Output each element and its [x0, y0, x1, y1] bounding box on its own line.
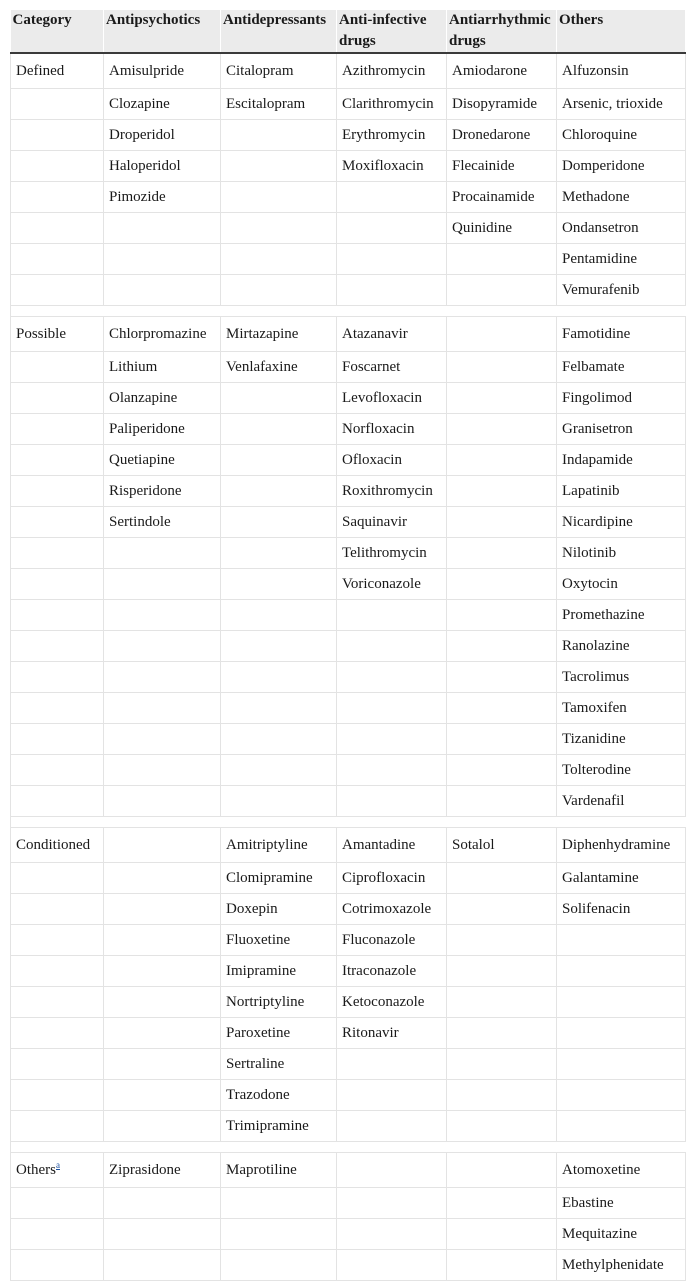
empty-cell — [221, 244, 337, 275]
drug-cell: Amantadine — [337, 828, 447, 863]
empty-cell — [447, 445, 557, 476]
drug-cell: Flecainide — [447, 151, 557, 182]
empty-cell — [104, 1018, 221, 1049]
empty-cell — [557, 1111, 686, 1142]
empty-cell — [104, 538, 221, 569]
group-separator — [11, 817, 686, 828]
empty-cell — [447, 352, 557, 383]
table-row — [11, 1153, 686, 1188]
empty-cell — [104, 1049, 221, 1080]
category-cell — [11, 828, 104, 863]
table-row — [11, 1188, 686, 1219]
drug-cell: Nilotinib — [557, 538, 686, 569]
empty-cell — [104, 213, 221, 244]
header-row — [11, 10, 686, 53]
drug-cell: Cotrimoxazole — [337, 894, 447, 925]
drug-cell: Mirtazapine — [221, 317, 337, 352]
drug-cell: Voriconazole — [337, 569, 447, 600]
table-row — [11, 1219, 686, 1250]
drug-cell: Sertindole — [104, 507, 221, 538]
empty-cell — [447, 1080, 557, 1111]
drug-cell: Haloperidol — [104, 151, 221, 182]
empty-cell — [221, 275, 337, 306]
empty-cell — [221, 1219, 337, 1250]
empty-cell — [447, 755, 557, 786]
table-row — [11, 600, 686, 631]
header-others: Others — [557, 10, 686, 53]
table-row — [11, 538, 686, 569]
empty-cell — [11, 786, 104, 817]
empty-cell — [104, 828, 221, 863]
drug-cell: Imipramine — [221, 956, 337, 987]
table-row — [11, 1049, 686, 1080]
empty-cell — [221, 151, 337, 182]
group-separator-row — [11, 1142, 686, 1153]
empty-cell — [11, 151, 104, 182]
table-row — [11, 476, 686, 507]
empty-cell — [337, 1111, 447, 1142]
empty-cell — [11, 507, 104, 538]
empty-cell — [337, 631, 447, 662]
drug-cell: Roxithromycin — [337, 476, 447, 507]
drug-cell: Solifenacin — [557, 894, 686, 925]
table-row — [11, 894, 686, 925]
empty-cell — [337, 724, 447, 755]
empty-cell — [11, 600, 104, 631]
table-row — [11, 53, 686, 89]
table-row — [11, 987, 686, 1018]
drug-cell: Clomipramine — [221, 863, 337, 894]
table-row — [11, 1018, 686, 1049]
empty-cell — [447, 956, 557, 987]
drug-cell: Amitriptyline — [221, 828, 337, 863]
footnote-link[interactable]: a — [56, 1160, 60, 1170]
empty-cell — [447, 1153, 557, 1188]
drug-cell: Atazanavir — [337, 317, 447, 352]
empty-cell — [104, 275, 221, 306]
empty-cell — [11, 925, 104, 956]
drug-cell: Vemurafenib — [557, 275, 686, 306]
empty-cell — [447, 569, 557, 600]
drug-cell: Dronedarone — [447, 120, 557, 151]
empty-cell — [104, 662, 221, 693]
drug-cell: Diphenhydramine — [557, 828, 686, 863]
drug-cell: Sertraline — [221, 1049, 337, 1080]
empty-cell — [337, 755, 447, 786]
empty-cell — [447, 1018, 557, 1049]
empty-cell — [11, 987, 104, 1018]
empty-cell — [11, 182, 104, 213]
drug-cell: Tolterodine — [557, 755, 686, 786]
empty-cell — [11, 383, 104, 414]
empty-cell — [221, 600, 337, 631]
empty-cell — [104, 569, 221, 600]
empty-cell — [447, 724, 557, 755]
drug-cell: Paliperidone — [104, 414, 221, 445]
empty-cell — [337, 786, 447, 817]
drug-cell: Droperidol — [104, 120, 221, 151]
empty-cell — [11, 894, 104, 925]
table-row — [11, 1111, 686, 1142]
empty-cell — [11, 1250, 104, 1281]
empty-cell — [337, 1049, 447, 1080]
drug-cell: Ofloxacin — [337, 445, 447, 476]
drug-cell: Ebastine — [557, 1188, 686, 1219]
table-row — [11, 755, 686, 786]
category-label: Others — [16, 1162, 56, 1178]
drug-cell: Promethazine — [557, 600, 686, 631]
empty-cell — [447, 600, 557, 631]
empty-cell — [11, 538, 104, 569]
drug-cell: Atomoxetine — [557, 1153, 686, 1188]
drug-cell: Quetiapine — [104, 445, 221, 476]
empty-cell — [221, 755, 337, 786]
table-row — [11, 244, 686, 275]
drug-cell: Methylphenidate — [557, 1250, 686, 1281]
empty-cell — [557, 987, 686, 1018]
table-row — [11, 317, 686, 352]
header-category: Category — [11, 10, 104, 53]
drug-cell: Lapatinib — [557, 476, 686, 507]
empty-cell — [104, 1111, 221, 1142]
table-row — [11, 213, 686, 244]
drug-cell: Procainamide — [447, 182, 557, 213]
empty-cell — [447, 538, 557, 569]
table-row — [11, 445, 686, 476]
empty-cell — [447, 693, 557, 724]
table-row — [11, 786, 686, 817]
drug-cell: Nicardipine — [557, 507, 686, 538]
empty-cell — [447, 925, 557, 956]
empty-cell — [104, 987, 221, 1018]
table-row — [11, 275, 686, 306]
drug-cell: Disopyramide — [447, 89, 557, 120]
drug-cell: Azithromycin — [337, 53, 447, 89]
table-row — [11, 693, 686, 724]
empty-cell — [11, 755, 104, 786]
category-cell — [11, 317, 104, 352]
empty-cell — [221, 693, 337, 724]
empty-cell — [447, 507, 557, 538]
empty-cell — [104, 244, 221, 275]
empty-cell — [11, 1111, 104, 1142]
drug-cell: Paroxetine — [221, 1018, 337, 1049]
drug-cell: Chloroquine — [557, 120, 686, 151]
drug-cell: Trazodone — [221, 1080, 337, 1111]
empty-cell — [221, 662, 337, 693]
drug-cell: Ritonavir — [337, 1018, 447, 1049]
drug-cell: Venlafaxine — [221, 352, 337, 383]
empty-cell — [11, 244, 104, 275]
drug-cell: Methadone — [557, 182, 686, 213]
empty-cell — [104, 925, 221, 956]
table-row — [11, 863, 686, 894]
empty-cell — [11, 863, 104, 894]
empty-cell — [337, 1250, 447, 1281]
table-row — [11, 828, 686, 863]
header-antiarrhythmic-drugs: Antiarrhythmic drugs — [447, 10, 557, 53]
drug-cell: Levofloxacin — [337, 383, 447, 414]
empty-cell — [337, 1080, 447, 1111]
drug-cell: Fingolimod — [557, 383, 686, 414]
empty-cell — [104, 600, 221, 631]
drug-cell: Clozapine — [104, 89, 221, 120]
table-row — [11, 151, 686, 182]
empty-cell — [11, 1219, 104, 1250]
empty-cell — [11, 1018, 104, 1049]
group-separator — [11, 306, 686, 317]
table-row — [11, 507, 686, 538]
empty-cell — [11, 724, 104, 755]
empty-cell — [221, 538, 337, 569]
empty-cell — [104, 1188, 221, 1219]
empty-cell — [11, 275, 104, 306]
empty-cell — [104, 631, 221, 662]
table-row — [11, 569, 686, 600]
empty-cell — [447, 1188, 557, 1219]
drug-cell: Alfuzonsin — [557, 53, 686, 89]
empty-cell — [221, 1188, 337, 1219]
drug-classification-table — [10, 10, 686, 1281]
empty-cell — [11, 1188, 104, 1219]
empty-cell — [221, 631, 337, 662]
drug-cell: Erythromycin — [337, 120, 447, 151]
empty-cell — [447, 1250, 557, 1281]
drug-cell: Mequitazine — [557, 1219, 686, 1250]
table-row — [11, 120, 686, 151]
group-separator-row — [11, 817, 686, 828]
drug-cell: Galantamine — [557, 863, 686, 894]
table-header — [11, 10, 686, 53]
table-row — [11, 89, 686, 120]
drug-cell: Famotidine — [557, 317, 686, 352]
header-anti-infective-drugs: Anti-infective drugs — [337, 10, 447, 53]
empty-cell — [11, 631, 104, 662]
drug-cell: Itraconazole — [337, 956, 447, 987]
empty-cell — [447, 662, 557, 693]
table-row — [11, 383, 686, 414]
drug-cell: Quinidine — [447, 213, 557, 244]
empty-cell — [447, 414, 557, 445]
empty-cell — [557, 1049, 686, 1080]
empty-cell — [104, 1080, 221, 1111]
empty-cell — [11, 213, 104, 244]
drug-cell: Vardenafil — [557, 786, 686, 817]
drug-cell: Ketoconazole — [337, 987, 447, 1018]
table-row — [11, 1250, 686, 1281]
empty-cell — [11, 693, 104, 724]
category-cell — [11, 1153, 104, 1188]
empty-cell — [447, 863, 557, 894]
header-antidepressants: Antidepressants — [221, 10, 337, 53]
empty-cell — [557, 956, 686, 987]
drug-cell: Trimipramine — [221, 1111, 337, 1142]
drug-cell: Pentamidine — [557, 244, 686, 275]
empty-cell — [221, 507, 337, 538]
empty-cell — [11, 352, 104, 383]
table-row — [11, 631, 686, 662]
table-row — [11, 956, 686, 987]
drug-cell: Fluoxetine — [221, 925, 337, 956]
drug-cell: Citalopram — [221, 53, 337, 89]
empty-cell — [11, 1080, 104, 1111]
empty-cell — [104, 786, 221, 817]
empty-cell — [337, 1188, 447, 1219]
empty-cell — [11, 89, 104, 120]
empty-cell — [557, 1018, 686, 1049]
drug-cell: Ranolazine — [557, 631, 686, 662]
empty-cell — [447, 894, 557, 925]
drug-cell: Saquinavir — [337, 507, 447, 538]
empty-cell — [11, 569, 104, 600]
empty-cell — [337, 182, 447, 213]
group-separator-row — [11, 306, 686, 317]
drug-cell: Escitalopram — [221, 89, 337, 120]
empty-cell — [11, 476, 104, 507]
empty-cell — [337, 275, 447, 306]
empty-cell — [11, 414, 104, 445]
empty-cell — [337, 1219, 447, 1250]
drug-cell: Ziprasidone — [104, 1153, 221, 1188]
drug-cell: Sotalol — [447, 828, 557, 863]
drug-cell: Clarithromycin — [337, 89, 447, 120]
drug-cell: Olanzapine — [104, 383, 221, 414]
empty-cell — [221, 182, 337, 213]
empty-cell — [337, 662, 447, 693]
drug-cell: Chlorpromazine — [104, 317, 221, 352]
empty-cell — [11, 1049, 104, 1080]
empty-cell — [447, 244, 557, 275]
drug-cell: Nortriptyline — [221, 987, 337, 1018]
empty-cell — [221, 445, 337, 476]
empty-cell — [337, 693, 447, 724]
category-cell — [11, 53, 104, 89]
empty-cell — [447, 1219, 557, 1250]
empty-cell — [447, 987, 557, 1018]
drug-cell: Felbamate — [557, 352, 686, 383]
empty-cell — [221, 476, 337, 507]
empty-cell — [557, 925, 686, 956]
empty-cell — [11, 662, 104, 693]
table-row — [11, 925, 686, 956]
empty-cell — [447, 631, 557, 662]
drug-cell: Amisulpride — [104, 53, 221, 89]
empty-cell — [447, 317, 557, 352]
drug-cell: Maprotiline — [221, 1153, 337, 1188]
empty-cell — [104, 863, 221, 894]
empty-cell — [104, 956, 221, 987]
empty-cell — [337, 213, 447, 244]
drug-cell: Tizanidine — [557, 724, 686, 755]
drug-cell: Lithium — [104, 352, 221, 383]
drug-cell: Pimozide — [104, 182, 221, 213]
table-body — [11, 53, 686, 1281]
empty-cell — [104, 755, 221, 786]
empty-cell — [221, 786, 337, 817]
table-row — [11, 662, 686, 693]
category-label: Possible — [16, 326, 67, 342]
drug-cell: Amiodarone — [447, 53, 557, 89]
empty-cell — [337, 1153, 447, 1188]
empty-cell — [11, 956, 104, 987]
drug-cell: Tamoxifen — [557, 693, 686, 724]
empty-cell — [221, 1250, 337, 1281]
drug-cell: Fluconazole — [337, 925, 447, 956]
drug-cell: Arsenic, trioxide — [557, 89, 686, 120]
empty-cell — [447, 1111, 557, 1142]
drug-cell: Foscarnet — [337, 352, 447, 383]
empty-cell — [221, 120, 337, 151]
empty-cell — [221, 213, 337, 244]
empty-cell — [557, 1080, 686, 1111]
table-row — [11, 414, 686, 445]
empty-cell — [104, 1219, 221, 1250]
drug-cell: Ciprofloxacin — [337, 863, 447, 894]
empty-cell — [447, 383, 557, 414]
empty-cell — [104, 894, 221, 925]
drug-cell: Norfloxacin — [337, 414, 447, 445]
empty-cell — [11, 120, 104, 151]
drug-cell: Granisetron — [557, 414, 686, 445]
drug-cell: Indapamide — [557, 445, 686, 476]
drug-cell: Telithromycin — [337, 538, 447, 569]
empty-cell — [447, 275, 557, 306]
table-row — [11, 1080, 686, 1111]
category-label: Conditioned — [16, 837, 91, 853]
empty-cell — [337, 600, 447, 631]
drug-cell: Ondansetron — [557, 213, 686, 244]
empty-cell — [104, 1250, 221, 1281]
table-row — [11, 724, 686, 755]
category-label: Defined — [16, 63, 65, 79]
drug-cell: Tacrolimus — [557, 662, 686, 693]
drug-cell: Domperidone — [557, 151, 686, 182]
drug-cell: Oxytocin — [557, 569, 686, 600]
empty-cell — [447, 1049, 557, 1080]
empty-cell — [221, 414, 337, 445]
empty-cell — [221, 724, 337, 755]
drug-classification-table-container — [10, 10, 685, 1281]
empty-cell — [447, 786, 557, 817]
empty-cell — [447, 476, 557, 507]
table-row — [11, 352, 686, 383]
header-antipsychotics: Antipsychotics — [104, 10, 221, 53]
empty-cell — [337, 244, 447, 275]
empty-cell — [104, 693, 221, 724]
group-separator — [11, 1142, 686, 1153]
empty-cell — [221, 383, 337, 414]
drug-cell: Doxepin — [221, 894, 337, 925]
drug-cell: Moxifloxacin — [337, 151, 447, 182]
empty-cell — [104, 724, 221, 755]
empty-cell — [11, 445, 104, 476]
table-row — [11, 182, 686, 213]
drug-cell: Risperidone — [104, 476, 221, 507]
empty-cell — [221, 569, 337, 600]
